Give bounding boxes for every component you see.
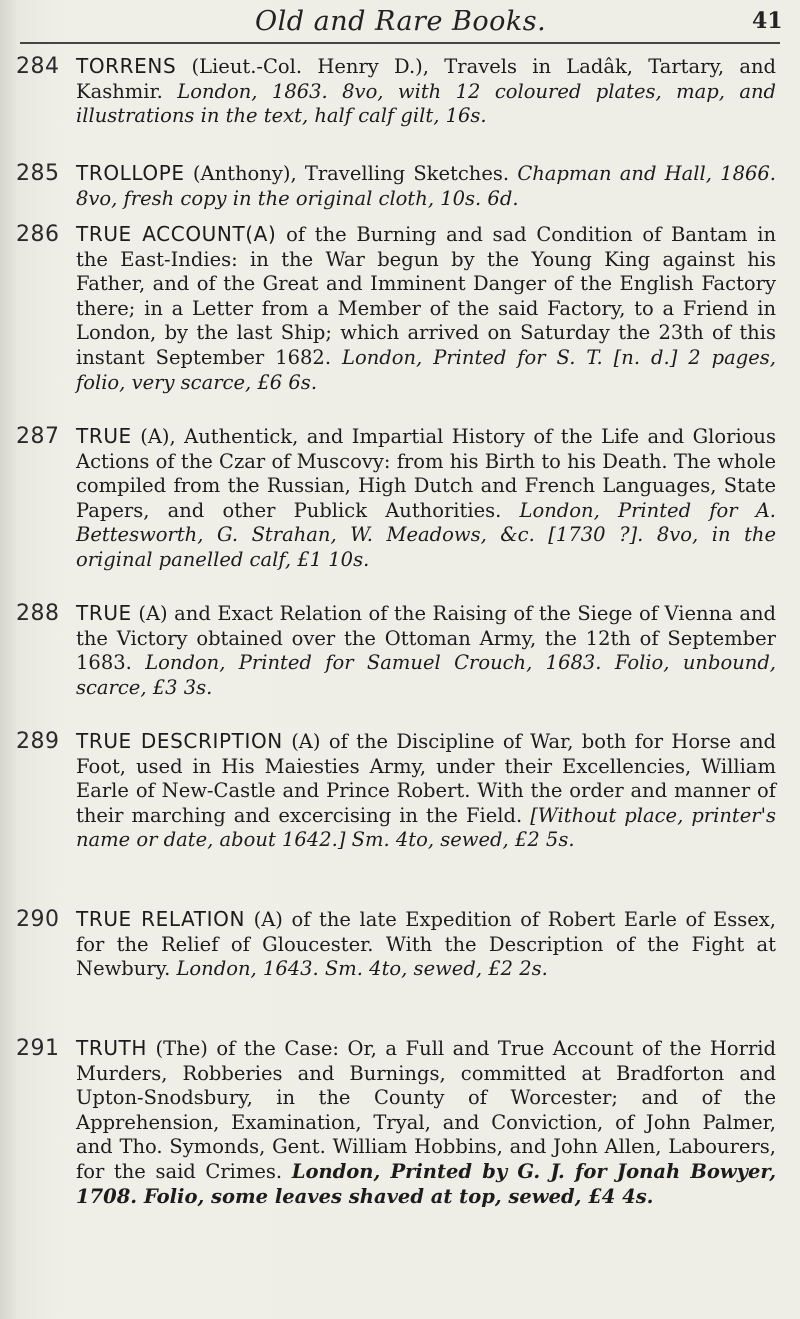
entry-description: (The) of the Case: Or, a Full and True Account of the Horrid Murders, Robberies and Burnings, committed at Bradforton and Upton-Snodsbury, in the County of Worcester; and of the Apprehension, Examination, Tryal, and Conviction, of John Palmer, and Tho. Symonds, Gent. William Hobbins, and John Allen, Labourers, for the said Crimes. xyxy=(76,1037,776,1183)
entry-imprint: [Without place, printer's name or date, about 1642.] Sm. 4to, sewed, £2 5s. xyxy=(76,803,776,852)
lot-number: 286 xyxy=(16,222,60,247)
running-title: Old and Rare Books. xyxy=(255,6,547,37)
header-rule xyxy=(20,42,780,44)
entry-text xyxy=(76,729,776,853)
lot-number: 284 xyxy=(16,54,60,79)
entry-heading: TRUE xyxy=(76,601,132,625)
entry-text xyxy=(76,161,776,211)
lot-number: 287 xyxy=(16,424,60,449)
entry-text xyxy=(76,54,776,129)
entry-heading: TROLLOPE xyxy=(76,161,185,185)
entry-imprint: London, Printed for A. Bettesworth, G. Strahan, W. Meadows, &c. [1730 ?]. 8vo, in the original panelled calf, £1 10s. xyxy=(76,498,776,571)
page-header xyxy=(0,4,800,44)
entry-heading: TRUE xyxy=(76,424,132,448)
entry-heading: TORRENS xyxy=(76,54,177,78)
entry-text xyxy=(76,601,776,700)
lot-number: 290 xyxy=(16,907,60,932)
entry-heading: TRUE DESCRIPTION xyxy=(76,729,283,753)
entry-text xyxy=(76,424,776,573)
entry-heading: TRUE ACCOUNT(A) xyxy=(76,222,277,246)
page-number: 41 xyxy=(752,8,783,34)
entry-imprint: London, Printed for Samuel Crouch, 1683. Folio, unbound, scarce, £3 3s. xyxy=(76,651,776,699)
entry-imprint: London, 1863. 8vo, with 12 coloured plates, map, and illustrations in the text, half calf gilt, 16s. xyxy=(76,79,776,128)
entry-imprint: London, 1643. Sm. 4to, sewed, £2 2s. xyxy=(176,957,548,981)
entry-heading: TRUTH xyxy=(76,1036,148,1060)
lot-number: 285 xyxy=(16,161,60,186)
entry-description: (Anthony), Travelling Sketches. xyxy=(184,162,518,185)
entry-description: (A) of the late Expedition of Robert Earle of Essex, for the Relief of Gloucester. With the Description of the Fight at Newbury. xyxy=(76,908,776,981)
entry-description: (Lieut.-Col. Henry D.), Travels in Ladâk, Tartary, and Kashmir. xyxy=(76,55,776,103)
lot-number: 289 xyxy=(16,729,60,754)
entry-description: of the Burning and sad Condition of Bantam in the East-Indies: in the War begun by the Young King against his Father, and of the Great and Imminent Danger of the English Factory there; in a Letter from a Member of the said Factory, to a Friend in London, by the last Ship; which arrived on Saturday the 23th of this instant September 1682. xyxy=(76,223,776,369)
entry-text xyxy=(76,1036,776,1209)
lot-number: 291 xyxy=(16,1036,60,1061)
entry-text xyxy=(76,222,776,395)
entry-description: (A) of the Discipline of War, both for Horse and Foot, used in His Maiesties Army, under their Excellencies, William Earle of New-Castle and Prince Robert. With the order and manner of their marching and excercising in the Field. xyxy=(76,730,776,827)
entry-imprint: London, Printed for S. T. [n. d.] 2 pages, folio, very scarce, £6 6s. xyxy=(76,345,776,394)
lot-number: 288 xyxy=(16,601,60,626)
entry-imprint: Chapman and Hall, 1866. 8vo, fresh copy in the original cloth, 10s. 6d. xyxy=(76,162,776,210)
entry-text xyxy=(76,907,776,982)
entry-imprint: London, Printed by G. J. for Jonah Bowyer, 1708. Folio, some leaves shaved at top, sewed, £4 4s. xyxy=(76,1159,776,1208)
entry-description: (A) and Exact Relation of the Raising of the Siege of Vienna and the Victory obtained over the Ottoman Army, the 12th of September 1683. xyxy=(76,602,776,675)
entry-description: (A), Authentick, and Impartial History of the Life and Glorious Actions of the Czar of Muscovy: from his Birth to his Death. The whole compiled from the Russian, High Dutch and French Languages, State Papers, and other Publick Authorities. xyxy=(76,425,776,522)
entry-heading: TRUE RELATION xyxy=(76,907,246,931)
